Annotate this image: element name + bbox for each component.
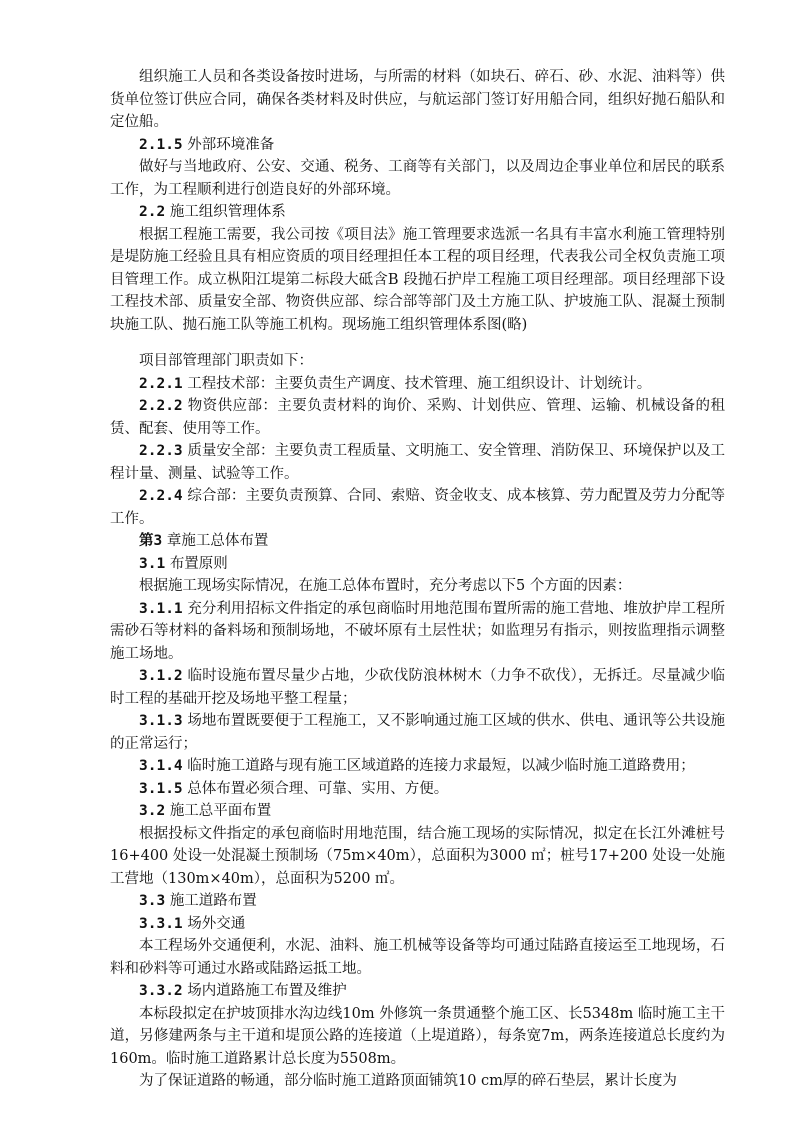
paragraph: 根据工程施工需要，我公司按《项目法》施工管理要求选派一名具有丰富水利施工管理特别是堤防施工经验且具有相应资质的项目经理担任本工程的项目经理，代表我公司全权负责施工项目管理工作。成立枞阳江堤第二标段大砥含B 段抛石护岸工程施工项目经理部。项目经理部下设工程技术部、质量安全部、物资供应部、综合部等部门及土方施工队、护坡施工队、混凝土预制块施工队、抛石施工队等施工机构。现场施工组织管理体系图(略) [110,226,725,333]
subsection-heading [110,980,725,1003]
section-number: 2.1.5 [139,136,183,153]
item-number: 2.2.1 [139,375,183,392]
chapter-heading [110,530,725,553]
section-heading [110,553,725,576]
item-text: 充分利用招标文件指定的承包商临时用地范围布置所需的施工营地、堆放护岸工程所需砂石等材料的备料场和预制场地，不破坏原有土层性状；如监理另有指示，则按监理指示调整施工场地。 [110,600,726,662]
section-title: 布置原则 [169,555,228,572]
item-number: 3.1.3 [139,713,183,729]
item-number: 3.1.2 [139,668,183,684]
paragraph: 项目部管理部门职责如下： [139,353,313,369]
section-number: 3.1 [139,555,166,572]
item-text: 临时设施布置尽量少占地，少砍伐防浪林树木（力争不砍伐），无拆迁。尽量减少临时工程的基础开挖及场地平整工程量； [110,668,726,707]
item-text: 场地布置既要便于工程施工，又不影响通过施工区域的供水、供电、通讯等公共设施的正常运行； [110,713,726,752]
numbered-item [110,665,725,710]
section-heading [110,201,725,224]
item-text: 临时施工道路与现有施工区域道路的连接力求最短，以减少临时施工道路费用； [187,758,695,774]
section-title: 施工组织管理体系 [169,204,286,220]
subsection-number: 3.3.1 [139,915,183,932]
chapter-title: 章施工总体布置 [166,533,269,549]
blank-line [110,336,725,350]
subsection-number: 3.3.2 [139,983,183,999]
paragraph: 为了保证道路的畅通，部分临时施工道路顶面铺筑10 cm厚的碎石垫层，累计长度为 [139,1073,677,1089]
item-text: 综合部：主要负责预算、合同、索赔、资金收支、成本核算、劳力配置及劳力分配等工作。 [110,488,726,527]
numbered-item [110,778,725,801]
paragraph: 根据投标文件指定的承包商临时用地范围，结合施工现场的实际情况，拟定在长江外滩桩号16+400 处设一处混凝土预制场（75m×40m），总面积为3000 ㎡；桩号17+200 处设一处施工营地（130m×40m），总面积为5200 ㎡。 [110,825,725,887]
item-text: 工程技术部：主要负责生产调度、技术管理、施工组织设计、计划统计。 [187,375,652,392]
item-number: 2.2.3 [139,443,183,459]
section-number: 2.2 [139,204,166,220]
numbered-item [110,710,725,755]
numbered-item [110,755,725,778]
numbered-item [110,395,725,440]
item-text: 质量安全部：主要负责工程质量、文明施工、安全管理、消防保卫、环境保护以及工程计量、测量、试验等工作。 [110,443,726,482]
numbered-item [110,373,725,396]
item-number: 3.1.5 [139,780,183,797]
section-heading [110,134,725,157]
numbered-item [110,485,725,530]
item-number: 2.2.2 [139,398,183,414]
paragraph: 根据施工现场实际情况，在施工总体布置时，充分考虑以下5 个方面的因素： [139,578,632,594]
section-heading [110,890,725,913]
chapter-number: 第3 [139,533,163,549]
item-number: 2.2.4 [139,488,183,504]
section-title: 外部环境准备 [187,136,275,153]
section-heading [110,800,725,823]
section-title: 施工总平面布置 [169,803,272,819]
paragraph: 做好与当地政府、公安、交通、税务、工商等有关部门，以及周边企事业单位和居民的联系工作，为工程顺利进行创造良好的外部环境。 [110,159,725,198]
section-number: 3.3 [139,893,166,909]
item-number: 3.1.4 [139,758,183,774]
subsection-title: 场内道路施工布置及维护 [187,983,347,999]
subsection-heading [110,913,725,936]
item-text: 总体布置必须合理、可靠、实用、方便。 [187,780,449,797]
section-title: 施工道路布置 [169,893,257,909]
paragraph: 本工程场外交通便利，水泥、油料、施工机械等设备等均可通过陆路直接运至工地现场，石料和砂料等可通过水路或陆路运抵工地。 [110,938,725,977]
numbered-item [110,598,725,666]
subsection-title: 场外交通 [187,915,246,932]
item-number: 3.1.1 [139,600,183,617]
item-text: 物资供应部：主要负责材料的询价、采购、计划供应、管理、运输、机械设备的租赁、配套、使用等工作。 [110,398,725,437]
paragraph: 本标段拟定在护坡顶排水沟边线10m 外修筑一条贯通整个施工区、长5348m 临时施工主干道，另修建两条与主干道和堤顶公路的连接道（上堤道路），每条宽7m，两条连接道总长度约为160m。临时施工道路累计总长度为5508m。 [110,1005,725,1067]
paragraph: 组织施工人员和各类设备按时进场，与所需的材料（如块石、碎石、砂、水泥、油料等）供货单位签订供应合同，确保各类材料及时供应，与航运部门签订好用船合同，组织好抛石船队和定位船。 [110,69,725,130]
numbered-item [110,440,725,485]
section-number: 3.2 [139,803,166,819]
